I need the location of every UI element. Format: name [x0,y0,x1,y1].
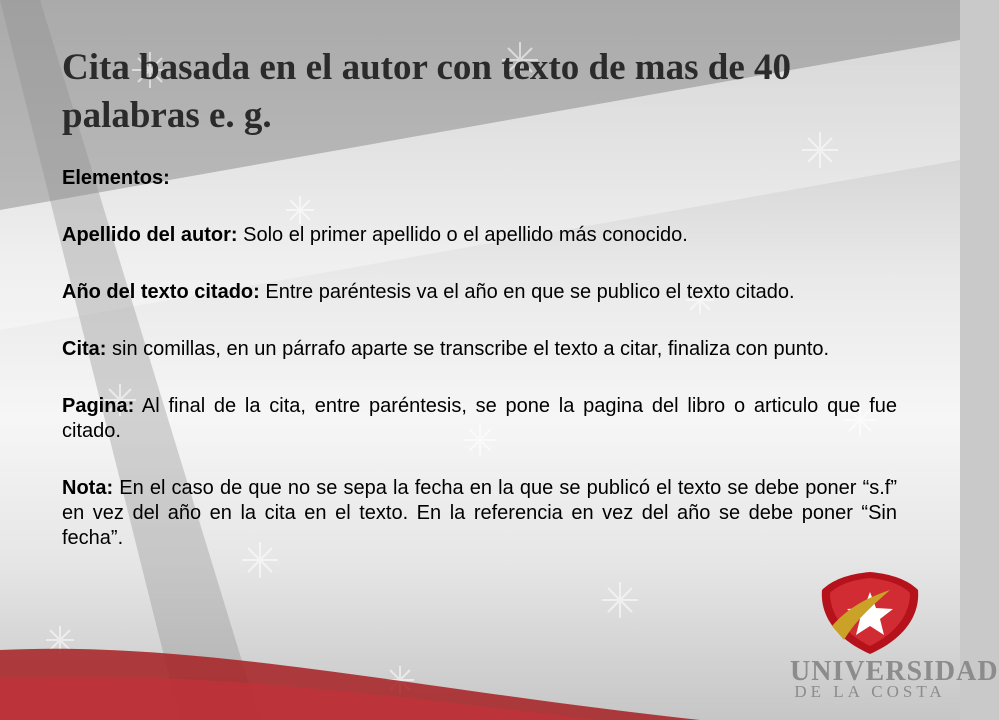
logo-name: UNIVERSIDAD [790,656,999,687]
item-term: Nota: [62,477,114,499]
item-term: Cita: [62,338,107,360]
item-nota [62,476,897,551]
item-term: Pagina: [62,395,135,417]
content-body [62,166,897,583]
item-text: En el caso de que no se sepa la fecha en la que se publicó el texto se debe poner “s.f” en vez del año en la cita en el texto. En la referencia en vez del año se debe poner “Sin fecha”. [62,477,897,549]
item-anio [62,280,897,305]
intro-heading [62,166,897,191]
item-text: sin comillas, en un párrafo aparte se transcribe el texto a citar, finaliza con punto. [106,338,830,360]
intro-label: Elementos: [62,167,170,189]
item-term: Apellido del autor: [62,224,238,246]
item-term: Año del texto citado: [62,281,260,303]
item-cita [62,337,897,362]
item-text: Solo el primer apellido o el apellido más conocido. [237,224,688,246]
logo-subtitle: DE LA COSTA [794,682,946,701]
item-text: Al final de la cita, entre paréntesis, se pone la pagina del libro o articulo que fue citado. [62,395,897,442]
slide-title: Cita basada en el autor con texto de mas de 40 palabras e. g. [62,47,792,136]
university-logo [790,568,999,708]
item-pagina [62,394,897,444]
item-text: Entre paréntesis va el año en que se publico el texto citado. [259,281,795,303]
shield-icon [790,568,950,658]
item-apellido [62,223,897,248]
